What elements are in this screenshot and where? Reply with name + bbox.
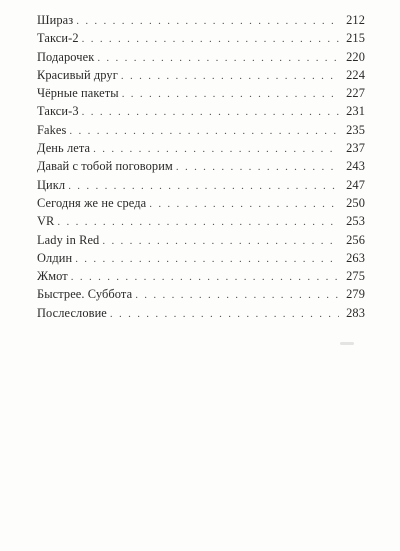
toc-entry-page: 212 bbox=[346, 13, 365, 27]
toc-entry-page: 243 bbox=[346, 159, 365, 174]
toc-dot-leader bbox=[57, 216, 339, 228]
toc-entry-page: 253 bbox=[346, 214, 365, 229]
toc-dot-leader bbox=[68, 180, 339, 192]
toc-entry-title: Lady in Red bbox=[37, 232, 100, 247]
toc-entry-title: Красивый друг bbox=[37, 67, 118, 82]
toc-entry-title: Такси-2 bbox=[37, 31, 79, 46]
toc-entry bbox=[37, 306, 365, 324]
toc-dot-leader bbox=[82, 106, 339, 118]
toc-dot-leader bbox=[97, 52, 339, 64]
toc-dot-leader bbox=[71, 271, 339, 283]
toc-entry-title: VR bbox=[37, 214, 55, 229]
toc-entry-page: 235 bbox=[346, 122, 365, 137]
toc-entry-title: Быстрее. Суббота bbox=[37, 287, 133, 302]
toc-entry-title: Жмот bbox=[37, 269, 68, 284]
table-of-contents bbox=[37, 13, 365, 324]
toc-entry bbox=[37, 159, 365, 177]
toc-entry-page: 231 bbox=[346, 104, 365, 119]
toc-dot-leader bbox=[102, 235, 339, 247]
toc-entry-title: Fakes bbox=[37, 122, 67, 137]
paper-smudge bbox=[340, 342, 354, 345]
toc-entry-title: Сегодня же не среда bbox=[37, 195, 147, 210]
toc-entry-title: Чёрные пакеты bbox=[37, 86, 119, 101]
toc-entry-page: 247 bbox=[346, 177, 365, 192]
toc-entry-page: 283 bbox=[346, 305, 365, 320]
toc-entry-title: День лета bbox=[37, 141, 91, 156]
toc-entry-page: 237 bbox=[346, 141, 365, 156]
toc-entry bbox=[37, 196, 365, 214]
toc-entry-page: 215 bbox=[346, 31, 365, 46]
toc-dot-leader bbox=[75, 253, 339, 265]
toc-entry bbox=[37, 68, 365, 86]
toc-dot-leader bbox=[82, 33, 339, 45]
toc-entry bbox=[37, 86, 365, 104]
toc-dot-leader bbox=[121, 70, 339, 82]
toc-entry bbox=[37, 50, 365, 68]
toc-dot-leader bbox=[122, 88, 339, 100]
toc-entry-page: 263 bbox=[346, 250, 365, 265]
toc-entry bbox=[37, 269, 365, 287]
toc-entry-title: Послесловие bbox=[37, 305, 107, 320]
toc-entry-page: 256 bbox=[346, 232, 365, 247]
toc-entry bbox=[37, 13, 365, 31]
toc-dot-leader bbox=[135, 289, 339, 301]
toc-entry-page: 250 bbox=[346, 195, 365, 210]
toc-entry-page: 227 bbox=[346, 86, 365, 101]
toc-entry-title: Олдин bbox=[37, 250, 73, 265]
toc-dot-leader bbox=[69, 125, 339, 137]
toc-entry-title: Давай с тобой поговорим bbox=[37, 159, 173, 174]
toc-entry-page: 279 bbox=[346, 287, 365, 302]
toc-entry-page: 224 bbox=[346, 67, 365, 82]
toc-entry bbox=[37, 123, 365, 141]
toc-dot-leader bbox=[110, 308, 339, 320]
toc-entry bbox=[37, 178, 365, 196]
toc-entry bbox=[37, 287, 365, 305]
toc-dot-leader bbox=[149, 198, 339, 210]
toc-entry-title: Цикл bbox=[37, 177, 66, 192]
toc-entry bbox=[37, 233, 365, 251]
toc-entry bbox=[37, 31, 365, 49]
toc-entry bbox=[37, 214, 365, 232]
toc-entry bbox=[37, 104, 365, 122]
toc-dot-leader bbox=[93, 143, 339, 155]
toc-entry-title: Шираз bbox=[37, 13, 74, 27]
toc-entry-title: Подарочек bbox=[37, 49, 95, 64]
toc-entry bbox=[37, 251, 365, 269]
toc-entry-page: 275 bbox=[346, 269, 365, 284]
toc-dot-leader bbox=[76, 15, 339, 27]
toc-dot-leader bbox=[176, 161, 339, 173]
toc-entry-title: Такси-3 bbox=[37, 104, 79, 119]
toc-entry bbox=[37, 141, 365, 159]
toc-entry-page: 220 bbox=[346, 49, 365, 64]
